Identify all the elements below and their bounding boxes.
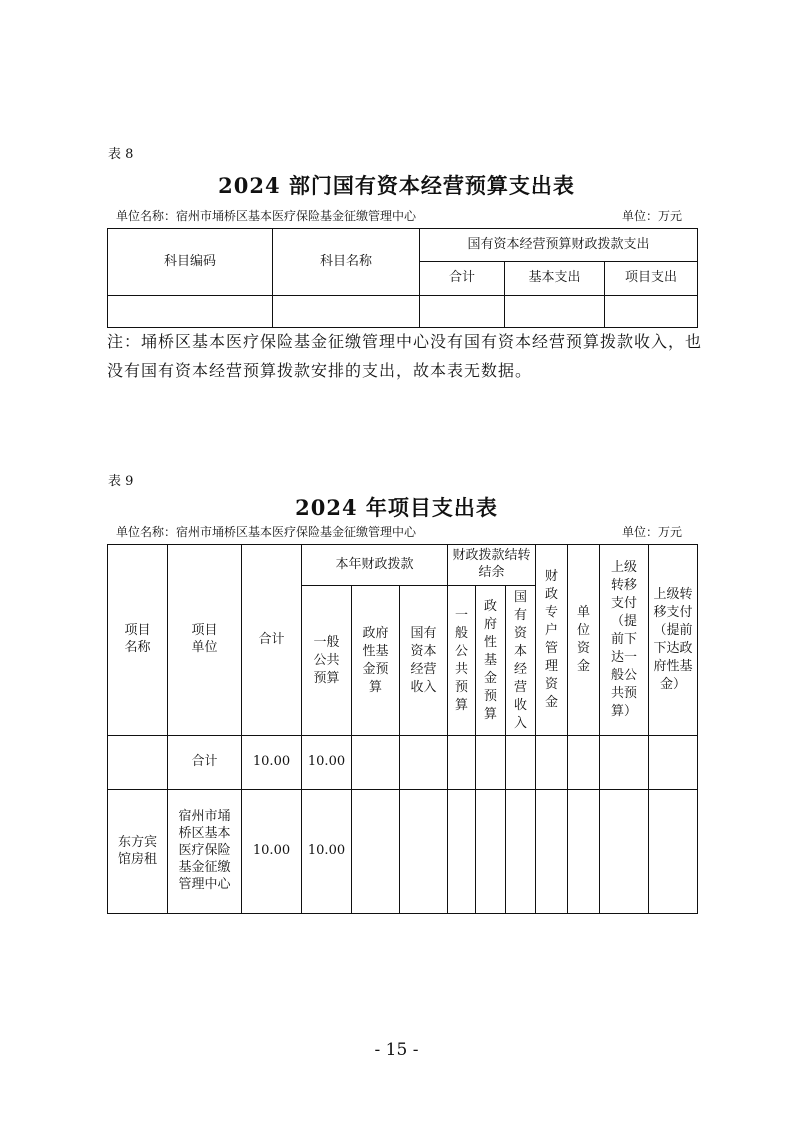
table9-cell [536, 736, 568, 790]
table-row [108, 790, 698, 914]
table9-header-cy-gov-fund: 政府性基金预算 [352, 586, 400, 736]
table9-cell [649, 790, 698, 914]
table9-row0-general: 10.00 [302, 736, 352, 790]
table8-header-total: 合计 [420, 262, 505, 296]
table9-cell [649, 736, 698, 790]
table9-header-carryover: 财政拨款结转结余 [448, 545, 536, 586]
table9-row0-total: 10.00 [242, 736, 302, 790]
table9-unit: 单位：万元 [622, 525, 683, 539]
table8-header-project: 项目支出 [605, 262, 698, 296]
table9-cell [536, 790, 568, 914]
table9-row1-total: 10.00 [242, 790, 302, 914]
table8-header-basic: 基本支出 [505, 262, 605, 296]
table9-header-upper-general: 上级转移支付（提前下达一般公共预算） [600, 545, 649, 736]
table9-header-current-year: 本年财政拨款 [302, 545, 448, 586]
table9-cell [568, 736, 600, 790]
table8-header-code: 科目编码 [108, 229, 273, 296]
table9-title: 2024 年项目支出表 [295, 495, 498, 520]
table8-unit-name: 单位名称：宿州市埇桥区基本医疗保险基金征缴管理中心 [116, 209, 417, 223]
page-number: - 15 - [374, 1040, 419, 1060]
table9-header-cy-general: 一般公共预算 [302, 586, 352, 736]
table9 [107, 544, 698, 914]
table8-cell [605, 296, 698, 328]
table9-header-co-gov-fund: 政府性基金预算 [476, 586, 506, 736]
table8-unit: 单位：万元 [622, 209, 683, 223]
table9-cell [448, 736, 476, 790]
table9-cell [506, 736, 536, 790]
table9-cell [400, 736, 448, 790]
table8-note: 注：埇桥区基本医疗保险基金征缴管理中心没有国有资本经营预算拨款收入，也没有国有资本经营预算拨款安排的支出，故本表无数据。 [107, 332, 703, 380]
table8-cell [420, 296, 505, 328]
table9-header-co-general: 一般公共预算 [448, 586, 476, 736]
table9-cell [448, 790, 476, 914]
table9-cell [506, 790, 536, 914]
table8-cell [108, 296, 273, 328]
table9-cell [568, 790, 600, 914]
table8-title: 2024 部门国有资本经营预算支出表 [218, 173, 575, 198]
table9-row0-name [108, 736, 168, 790]
table9-row1-general: 10.00 [302, 790, 352, 914]
table9-cell [600, 736, 649, 790]
table9-header-cy-state-capital: 国有资本经营收入 [400, 586, 448, 736]
table8-label: 表 8 [108, 147, 134, 162]
table8-cell [505, 296, 605, 328]
table9-row1-name: 东方宾馆房租 [108, 790, 168, 914]
table9-header-total: 合计 [242, 545, 302, 736]
table9-header-unit-funds: 单位资金 [568, 545, 600, 736]
table9-header-co-state-capital: 国有资本经营收入 [506, 586, 536, 736]
table9-cell [476, 790, 506, 914]
table8-empty-row [108, 296, 698, 328]
table9-row1-unit: 宿州市埇桥区基本医疗保险基金征缴管理中心 [168, 790, 242, 914]
table8-header-name: 科目名称 [273, 229, 420, 296]
table9-label: 表 9 [108, 474, 134, 489]
table9-cell [352, 736, 400, 790]
table9-cell [600, 790, 649, 914]
table8-header-group: 国有资本经营预算财政拨款支出 [420, 229, 698, 262]
table-row [108, 736, 698, 790]
table8-cell [273, 296, 420, 328]
table9-unit-name: 单位名称：宿州市埇桥区基本医疗保险基金征缴管理中心 [116, 525, 417, 539]
table8 [107, 228, 698, 328]
table9-cell [400, 790, 448, 914]
table9-cell [476, 736, 506, 790]
table9-header-upper-gov-fund: 上级转移支付（提前下达政府性基金） [649, 545, 698, 736]
table9-header-project-name: 项目名称 [108, 545, 168, 736]
table9-header-fiscal-special: 财政专户管理资金 [536, 545, 568, 736]
table9-row0-unit: 合计 [168, 736, 242, 790]
table9-cell [352, 790, 400, 914]
table9-header-project-unit: 项目单位 [168, 545, 242, 736]
